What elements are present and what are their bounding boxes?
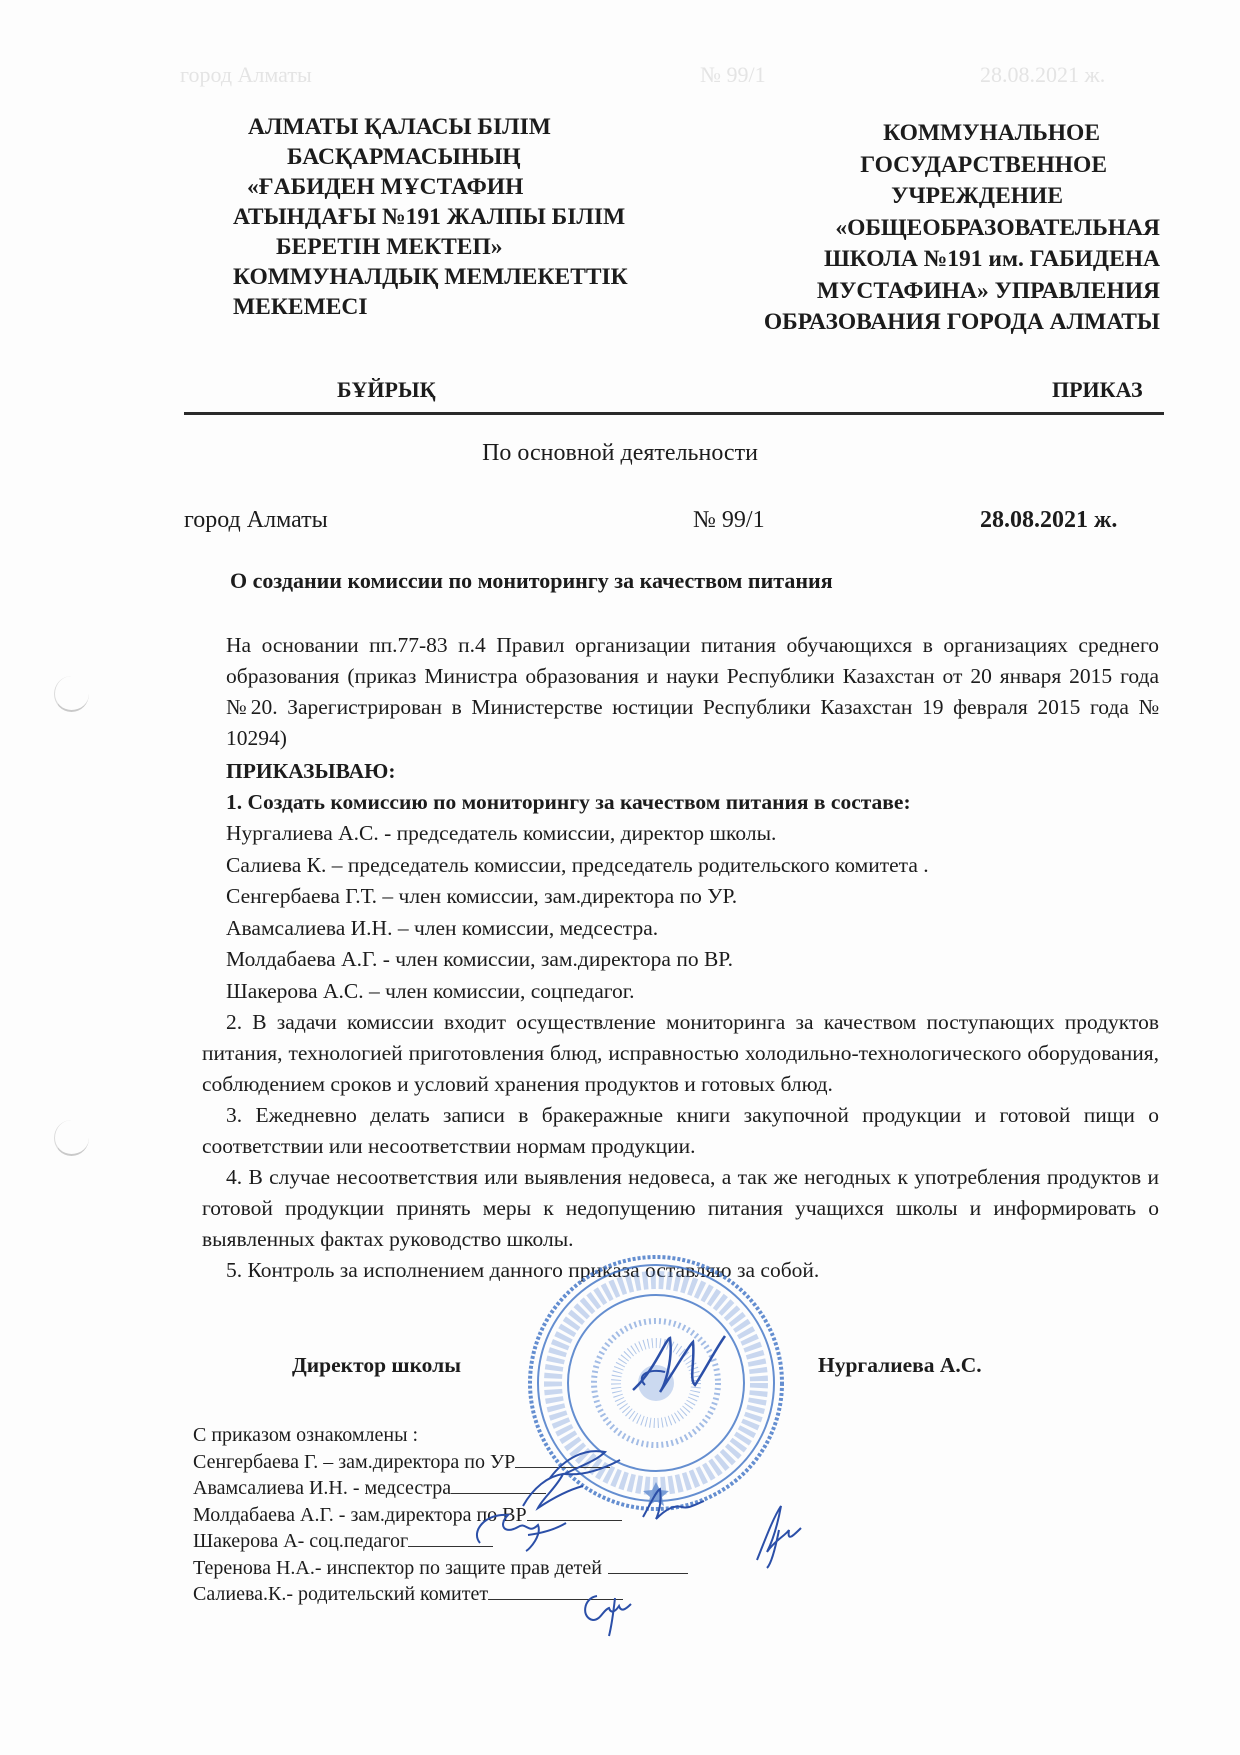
- ack-line: [193, 1555, 688, 1582]
- signatory-role: Директор школы: [292, 1353, 461, 1377]
- doc-type-russian: ПРИКАЗ: [1052, 377, 1143, 402]
- header-ru-line: ГОСУДАРСТВЕННОЕ: [860, 151, 1107, 178]
- signatory-name: Нургалиева А.С.: [818, 1353, 982, 1377]
- ack-name: Салиева.К.- родительский комитет: [193, 1583, 489, 1605]
- header-kz-line: КОММУНАЛДЫҚ МЕМЛЕКЕТТІК: [233, 264, 628, 290]
- punch-hole-mark: [54, 1120, 89, 1156]
- member-line: Шакерова А.С. – член комиссии, соцпедагог.: [226, 978, 635, 1003]
- basis-paragraph: На основании пп.77-83 п.4 Правил организации питания обучающихся в организациях среднего образования (приказ Министра образования и науки Республики Казахстан от 20 января 2015 года №20. Зарегистрирован в Министерстве юстиции Республики Казахстан 19 февраля 2015 года № 10294): [226, 633, 1159, 750]
- header-kz-line: БАСҚАРМАСЫНЫҢ: [287, 144, 521, 170]
- header-kz-line: АТЫНДАҒЫ №191 ЖАЛПЫ БІЛІМ: [233, 204, 626, 230]
- order-city: город Алматы: [184, 507, 328, 533]
- member-line: Молдабаева А.Г. - член комиссии, зам.директора по ВР.: [226, 947, 733, 971]
- member-line: Салиева К. – председатель комиссии, председатель родительского комитета .: [226, 852, 929, 877]
- ack-name: Авамсалиева И.Н. - медсестра: [193, 1477, 452, 1499]
- item-3: 3. Ежедневно делать записи в бракеражные книги закупочной продукции и готовой пищи о соответствии или несоответствии нормам продукции.: [202, 1103, 1159, 1158]
- header-ru-line: «ОБЩЕОБРАЗОВАТЕЛЬНАЯ: [835, 214, 1160, 241]
- header-kazakh: [230, 112, 640, 322]
- ack-line: [193, 1502, 688, 1529]
- item-4: 4. В случае несоответствия или выявления недовеса, а так же негодных к употребления продуктов и готовой продукции принять меры к недопущению питания учащихся школы и информировать о выявленных фактах руководство школы.: [202, 1165, 1159, 1251]
- member-line: Нургалиева А.С. - председатель комиссии, директор школы.: [226, 821, 777, 845]
- subject-line: По основной деятельности: [482, 440, 758, 466]
- signature-shakerova-icon: [468, 1505, 568, 1555]
- signature-salieva-icon: [575, 1588, 635, 1638]
- header-kz-line: МЕКЕМЕСІ: [233, 294, 368, 320]
- order-body: [202, 630, 1159, 1286]
- header-divider: [184, 412, 1164, 415]
- ack-name: Сенгербаева Г. – зам.директора по УР: [193, 1450, 516, 1473]
- member-line: Сенгербаева Г.Т. – член комиссии, зам.директора по УР.: [226, 884, 738, 908]
- item-2: 2. В задачи комиссии входит осуществление мониторинга за качеством поступающих продуктов питания, технологией приготовления блюд, исправностью холодильно-технологического оборудования, соблюдением сроков и условий хранения продуктов и готовых блюд.: [202, 1010, 1159, 1096]
- order-number: № 99/1: [693, 507, 765, 533]
- signature-moldabaeva-icon: [638, 1485, 708, 1525]
- bleed-through-text: № 99/1: [700, 62, 766, 87]
- signature-terenova-icon: [745, 1500, 805, 1570]
- item-5: 5. Контроль за исполнением данного приказа оставляю за собой.: [226, 1258, 820, 1282]
- order-word: ПРИКАЗЫВАЮ:: [226, 759, 396, 783]
- bleed-through-text: 28.08.2021 ж.: [980, 62, 1106, 87]
- header-kz-line: АЛМАТЫ ҚАЛАСЫ БІЛІМ: [248, 114, 551, 140]
- order-title: О создании комиссии по мониторингу за качеством питания: [230, 568, 833, 593]
- header-ru-line: ОБРАЗОВАНИЯ ГОРОДА АЛМАТЫ: [763, 309, 1160, 335]
- header-ru-line: ШКОЛА №191 им. ГАБИДЕНА: [823, 246, 1160, 272]
- bleed-through-text: город Алматы: [180, 62, 312, 87]
- punch-hole-mark: [54, 676, 89, 712]
- ack-name: Теренова Н.А.- инспектор по защите прав детей: [193, 1556, 602, 1579]
- item-1: 1. Создать комиссию по мониторингу за качеством питания в составе:: [226, 790, 911, 814]
- signature-blank: [608, 1555, 688, 1574]
- ack-name: Молдабаева А.Г. - зам.директора по ВР: [193, 1503, 527, 1526]
- header-kz-line: БЕРЕТІН МЕКТЕП»: [276, 234, 503, 260]
- ack-name: Шакерова А- соц.педагог: [193, 1530, 409, 1552]
- header-ru-line: УЧРЕЖДЕНИЕ: [891, 183, 1063, 209]
- header-ru-line: МУСТАФИНА» УПРАВЛЕНИЯ: [816, 277, 1160, 304]
- ack-heading: С приказом ознакомлены :: [193, 1424, 419, 1446]
- doc-type-kazakh: БҰЙРЫҚ: [337, 377, 436, 402]
- member-line: Авамсалиева И.Н. – член комиссии, медсестра.: [226, 915, 659, 940]
- header-ru-line: КОММУНАЛЬНОЕ: [883, 120, 1100, 146]
- ack-line: [193, 1528, 688, 1555]
- order-date: 28.08.2021 ж.: [980, 507, 1118, 533]
- director-signature-icon: [625, 1330, 735, 1400]
- header-russian: [720, 118, 1160, 339]
- header-kz-line: «ҒАБИДЕН МҰСТАФИН: [247, 174, 524, 200]
